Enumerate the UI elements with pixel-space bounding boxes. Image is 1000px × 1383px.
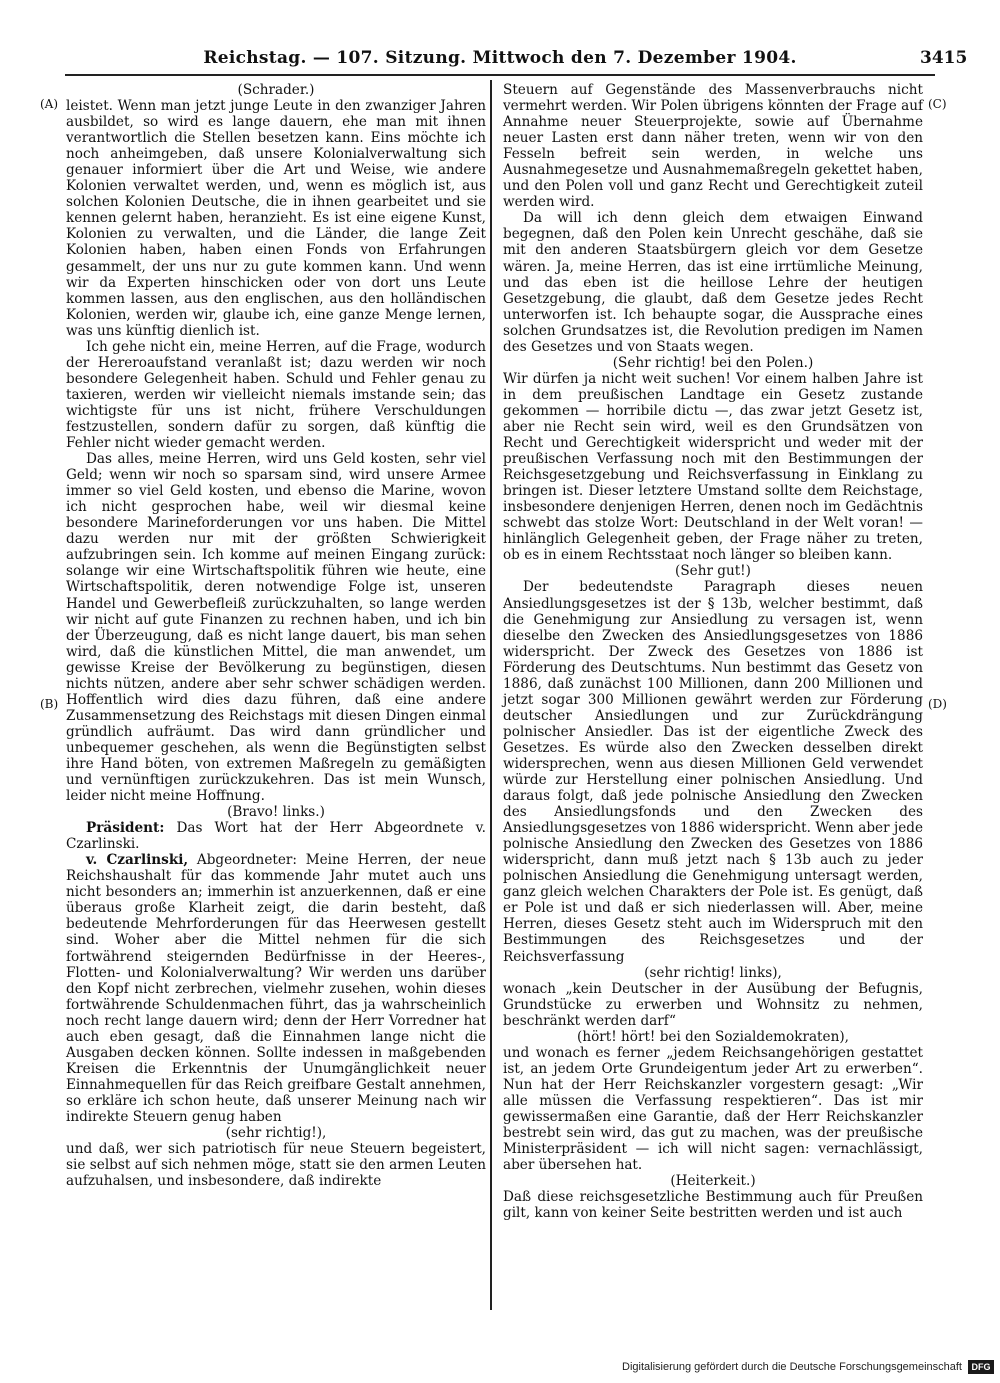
paragraph: Der bedeutendste Paragraph dieses neuen Ansiedlungsgesetzes ist der § 13b, welcher bestimmt, daß die Genehmigung zur Ansiedlung zu versagen ist, wenn dieselbe den Zwecken des Ansiedlungsgesetzes von 1886 widerspricht. Der Zweck des Gesetzes von 1886 ist Förderung des Deutschtums. Nun bestimmt das Gesetz von 1886, daß zunächst 100 Millionen, dann 200 Millionen und jetzt sogar 300 Millionen gewährt werden zur Förderung deutscher Ansiedlungen und zur Zurückdrängung polnischer Ansiedler. Das ist der eigentliche Zweck des Gesetzes. Es würde also den Zwecken desselben direkt widersprechen, wenn aus diesen Millionen Geld verwendet würde zur Herstellung einer polnischen Ansiedlung. Und daraus folgt, daß jede polnische Ansiedlung den Zwecken des Ansiedlungsfonds und den Zwecken des Ansiedlungsgesetzes von 1886 widerspricht. Wenn aber jede polnische Ansiedlung den Zwecken des Gesetzes von 1886 widerspricht, dann muß jetzt nach § 13b auch zu jeder polnischen Ansiedlung die Genehmigung untersagt werden, ganz gleich welchen Charakters der Pole ist. Es genügt, daß er Pole ist und daß er sich niederlassen will. Aber, meine Herren, dieses Gesetz steht auch im Widerspruch mit den Bestimmungen des Reichsgesetzes und der Reichsverfassung	[503, 579, 923, 965]
interjection: (Sehr richtig! bei den Polen.)	[612, 354, 814, 371]
column-divider	[490, 80, 492, 1310]
speaker-paragraph	[66, 820, 486, 852]
page-number: 3415	[920, 48, 968, 68]
paragraph: Steuern auf Gegenstände des Massenverbrauchs nicht vermehrt werden. Wir Polen übrigens könnten der Frage auf Annahme neuer Steuerprojekte, sowie auf Übernahme neuer Lasten erst dann näher treten, wenn wir von den Fesseln befreit sein werden, in welche uns Ausnahmegesetze und Ausnahmemaßregeln gekettet haben, und den Polen voll und ganz Recht und Gerechtigkeit zuteil werden wird.	[503, 82, 923, 211]
left-column	[66, 82, 486, 1189]
running-title: Reichstag. — 107. Sitzung. Mittwoch den 7. Dezember 1904.	[203, 48, 797, 68]
margin-marker-d: (D)	[928, 697, 947, 711]
dfg-logo: DFG	[968, 1360, 994, 1374]
speech-text: Das Wort hat der Herr Abgeordnete v. Czarlinski.	[66, 820, 486, 853]
speaker-paragraph	[66, 852, 486, 1125]
paragraph: und daß, wer sich patriotisch für neue Steuern begeistert, sie selbst auf sich nehmen möge, statt sie den armen Leuten aufzuhalsen, und insbesondere, daß indirekte	[66, 1141, 486, 1190]
footer-credit	[622, 1360, 994, 1374]
paragraph: leistet. Wenn man jetzt junge Leute in den zwanziger Jahren ausbildet, so wird es lange dauern, ehe man mit ihnen verantwortlich die Stellen besetzen kann. Eins möchte ich noch anheimgeben, daß unsere Kolonialverwaltung sich genauer informiert über die Art und Weise, wie andere Kolonien verwaltet werden, und, wenn es möglich ist, aus solchen Kolonien Deutsche, die in ihnen gearbeitet und sie kennen gelernt haben, heranzieht. Es ist eine eigene Kunst, Kolonien zu verwalten, und die Länder, die lange Zeit Kolonien haben, haben einen Fonds von Erfahrungen gesammelt, der uns nur zu gute kommen kann. Und wenn wir da Experten hinschicken oder von dort uns Leute kommen lassen, aus den englischen, aus den holländischen Kolonien, werden wir, glaube ich, eine ganze Menge lernen, was uns künftig dienlich ist.	[66, 98, 486, 339]
speaker-name: Präsident:	[86, 820, 165, 837]
paragraph: wonach „kein Deutscher in der Ausübung der Befugnis, Grundstücke zu erwerben und Wohnsitz zu nehmen, beschränkt werden darf“	[503, 980, 923, 1029]
paragraph: Da will ich denn gleich dem etwaigen Einwand begegnen, daß den Polen kein Unrecht geschähe, daß sie mit den anderen Staatsbürgern gleich vor dem Gesetze wären. Ja, meine Herren, das ist eine irrtümliche Meinung, und das eben ist die heillose Lehre der heutigen Gesetzgebung, die glaubt, daß dem Gesetze jedes Recht unterworfen ist. Ich behaupte sogar, die Aussprache eines solchen Grundsatzes ist, die Revolution predigen im Namen des Gesetzes und von Staats wegen.	[503, 210, 923, 355]
paragraph: Ich gehe nicht ein, meine Herren, auf die Frage, wodurch der Hereroaufstand veranlaßt ist; dazu werden wir noch besondere Gelegenheit haben. Schuld und Fehler genau zu taxieren, werden wir vielleicht niemals imstande sein; das wichtigste für uns ist nicht, frühere Verschuldungen festzustellen, sondern dafür zu sorgen, daß künftig die Fehler nicht wieder gemacht werden.	[66, 338, 486, 452]
header-rule	[65, 74, 935, 76]
paragraph: Wir dürfen ja nicht weit suchen! Vor einem halben Jahre ist in dem preußischen Landtage ein Gesetz zustande gekommen — horribile dictu —, das zwar jetzt Gesetz ist, aber nie Recht sein wird, weil es den Grundsätzen von Recht und Gerechtigkeit widerspricht und weder mit der preußischen Verfassung noch mit den Bestimmungen der Reichsgesetzgebung und Reichsverfassung in Einklang zu bringen ist. Dieser letztere Umstand sollte dem Reichstage, insbesondere denjenigen Herren, denen noch im Gedächtnis schwebt das stolze Wort: Deutschland in der Welt voran! — hinlänglich Gelegenheit geben, der Frage näher zu treten, ob es in einem Rechtsstaat noch länger so bleiben kann.	[503, 370, 923, 564]
margin-marker-c: (C)	[928, 97, 947, 111]
margin-marker-a: (A)	[40, 97, 59, 111]
paragraph: Das alles, meine Herren, wird uns Geld kosten, sehr viel Geld; wenn wir noch so sparsam sind, wird unsere Armee immer so viel Geld kosten, und ebenso die Marine, wovon ich nicht gesprochen habe, weil wir diesmal keine besondere Marineforderungen vor uns haben. Die Mittel dazu werden nur mit der größten Schwierigkeit aufzubringen sein. Ich komme auf meinen Eingang zurück: solange wir eine Wirtschaftspolitik führen wie heute, eine Wirtschaftspolitik, deren notwendige Folge ist, unseren Handel und Gewerbefleiß zurückzuhalten, so lange werden wir nicht auf gute Finanzen zu rechnen haben, und ich bin der Überzeugung, daß es nicht lange dauert, bis man sehen wird, daß die künstlichen Mittel, die man anwendet, um gewisse Kreise der Bevölkerung zu begünstigen, diesen nichts nützen, andere aber sehr schwer schädigen werden. Hoffentlich wird dies dazu führen, daß eine andere Zusammensetzung des Reichstags mit diesen Dingen einmal gründlich aufräumt. Das wird dann gründlicher und unbequemer geschehen, als wenn die Begünstigten selbst ihre Hand böten, von extremen Maßregeln zu gemäßigten und vernünftigen zurückzukehren. Das ist mein Wunsch, leider nicht meine Hoffnung.	[66, 451, 486, 805]
paragraph: Daß diese reichsgesetzliche Bestimmung auch für Preußen gilt, kann von keiner Seite bestritten werden und ist auch	[503, 1189, 923, 1222]
interjection: (hört! hört! bei den Sozialdemokraten),	[577, 1028, 849, 1045]
interjection: (Bravo! links.)	[227, 804, 325, 821]
interjection: (Schrader.)	[237, 82, 315, 98]
footer-text: Digitalisierung gefördert durch die Deutsche Forschungsgemeinschaft	[622, 1361, 962, 1373]
interjection: (Heiterkeit.)	[670, 1173, 756, 1190]
right-column	[503, 82, 923, 1221]
interjection: (Sehr gut!)	[675, 563, 751, 580]
margin-marker-b: (B)	[40, 697, 59, 711]
paragraph: und wonach es ferner „jedem Reichsangehörigen gestattet ist, an jedem Orte Grundeigentum jeder Art zu erwerben“. Nun hat der Herr Reichskanzler vorgestern gesagt: „Wir alle müssen die Verfassung respektieren“. Das ist mir gewissermaßen eine Garantie, daß der Herr Reichskanzler bestrebt sein wird, das gut zu machen, was der preußische Ministerpräsident — ich will nicht sagen: vernachlässigt, aber übersehen hat.	[503, 1044, 923, 1174]
speaker-name: v. Czarlinski,	[86, 852, 189, 869]
interjection: (sehr richtig!),	[225, 1125, 327, 1142]
interjection: (sehr richtig! links),	[644, 964, 782, 981]
speech-text: Abgeordneter: Meine Herren, der neue Reichshaushalt für das kommende Jahr mutet auch uns nicht besonders an; immerhin ist anzuerkennen, daß er eine überaus große Klarheit zeigt, die darin besteht, daß bedeutende Mehrforderungen für das Heerwesen gestellt sind. Woher aber die Mittel nehmen für die sich fortwährend steigernden Bedürfnisse in der Heeres-, Flotten- und Kolonialverwaltung? Wir werden uns darüber den Kopf nicht zerbrechen, vielmehr zusehen, wohin dieses fortwährende Schuldenmachen führt, das ja wahrscheinlich noch recht lange dauern wird; denn der Herr Vorredner hat auch eben gesagt, daß die Einnahmen lange nicht die Ausgaben decken können. Sollte indessen in maßgebenden Kreisen die Erkenntnis der Unumgänglichkeit neuer Einnahmequellen für das Reich greifbare Gestalt annehmen, so erkläre ich schon heute, daß unserer Meinung nach wir indirekte Steuern genug haben	[66, 852, 486, 1125]
